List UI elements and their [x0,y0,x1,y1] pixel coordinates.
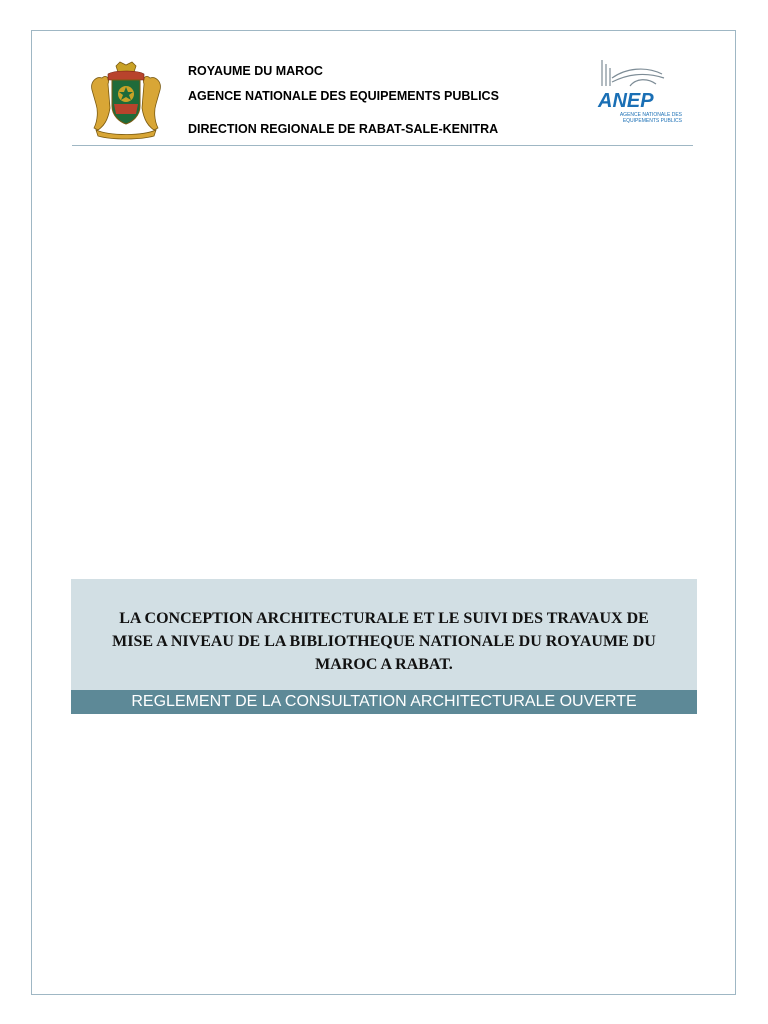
coat-of-arms-emblem [86,60,166,140]
anep-logo-text: ANEP [598,90,654,112]
anep-logo-caption: AGENCE NATIONALE DES EQUIPEMENTS PUBLICS [619,112,682,124]
header-agency: AGENCE NATIONALE DES EQUIPEMENTS PUBLICS [188,89,499,103]
subtitle-bar [71,690,697,714]
page-frame [31,30,736,995]
document-subtitle: REGLEMENT DE LA CONSULTATION ARCHITECTURALE OUVERTE [131,693,637,710]
title-line-3: MAROC A RABAT. [315,656,453,673]
title-line-2: MISE A NIVEAU DE LA BIBLIOTHEQUE NATIONALE DU ROYAUME DU [112,633,656,650]
title-box [71,579,697,691]
document-title [71,607,697,676]
header-kingdom: ROYAUME DU MAROC [188,64,323,78]
title-line-1: LA CONCEPTION ARCHITECTURALE ET LE SUIVI DES TRAVAUX DE [119,610,649,627]
header-divider [72,145,693,146]
header-direction: DIRECTION REGIONALE DE RABAT-SALE-KENITRA [188,122,499,136]
